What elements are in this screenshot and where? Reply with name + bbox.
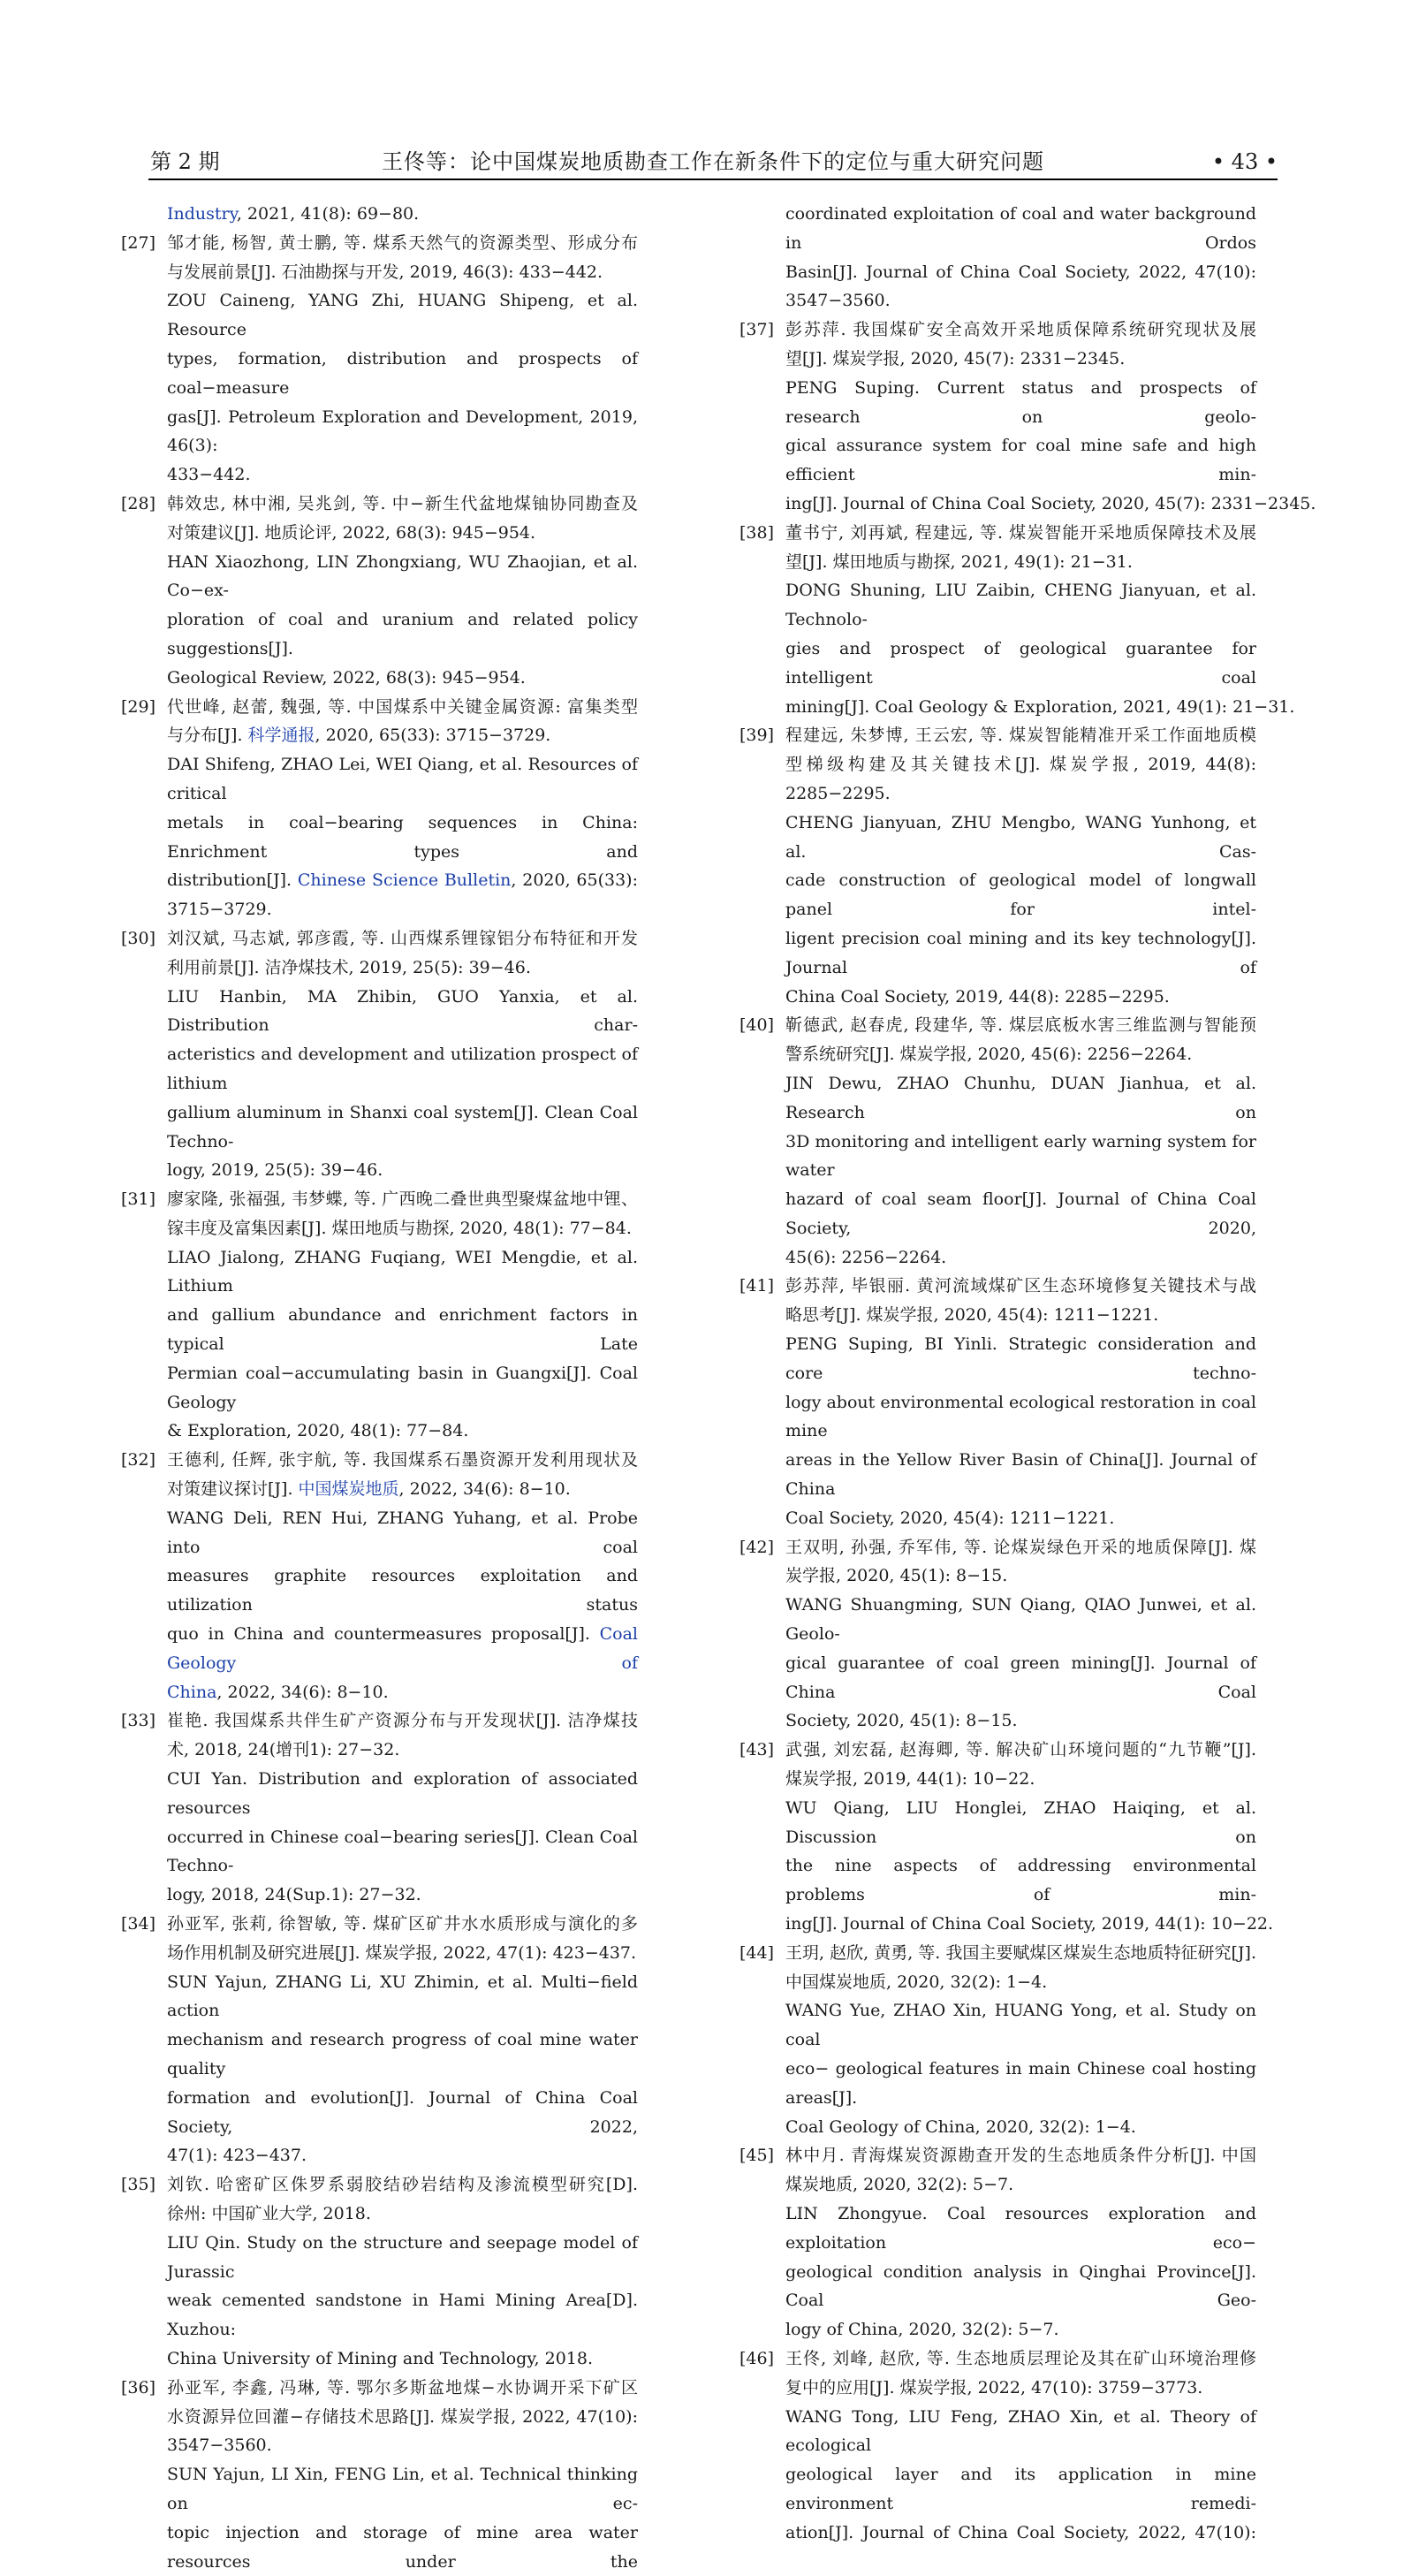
reference-entry <box>121 229 638 490</box>
reference-line: ation[J]. Journal of China Coal Society, 2022, 47(10): <box>785 2522 1256 2542</box>
reference-line: 复中的应用[J]. 煤炭学报, 2022, 47(10): 3759−3773. <box>785 2377 1203 2397</box>
reference-line: 廖家隆, 张福强, 韦梦蝶, 等. 广西晚二叠世典型聚煤盆地中锂、 <box>167 1189 638 1210</box>
left-column <box>121 200 638 2576</box>
reference-entry <box>121 693 638 924</box>
reference-line: mechanism and research progress of coal mine water quality <box>167 2030 638 2078</box>
reference-line: WANG Shuangming, SUN Qiang, QIAO Junwei, et al. Geolo- <box>785 1595 1256 1645</box>
reference-line: ing[J]. Journal of China Coal Society, 2019, 44(1): 10−22. <box>785 1914 1274 1934</box>
reference-entry <box>739 1272 1256 1532</box>
reference-line: LIAO Jialong, ZHANG Fuqiang, WEI Mengdie, et al. Lithium <box>167 1247 638 1296</box>
reference-line: 刘钦. 哈密矿区侏罗系弱胶结砂岩结构及渗流模型研究[D]. <box>167 2175 638 2195</box>
reference-number: [30] <box>121 928 156 948</box>
reference-entry <box>121 2374 638 2576</box>
reference-line: gallium aluminum in Shanxi coal system[J]. Clean Coal Techno- <box>167 1102 638 1151</box>
reference-line: 林中月. 青海煤炭资源勘查开发的生态地质条件分析[J]. 中国 <box>785 2146 1256 2166</box>
journal-link[interactable]: Coal Geology of <box>167 1624 638 1673</box>
reference-line: CUI Yan. Distribution and exploration of associated resources <box>167 1769 638 1818</box>
reference-entry <box>121 924 638 1185</box>
reference-line: acteristics and development and utilization prospect of lithium <box>167 1045 638 1093</box>
reference-entry <box>739 1939 1256 2142</box>
reference-line: 煤炭学报, 2019, 44(1): 10−22. <box>785 1769 1035 1790</box>
reference-line: 场作用机制及研究进展[J]. 煤炭学报, 2022, 47(1): 423−437. <box>167 1942 637 1963</box>
reference-number: [42] <box>739 1537 775 1557</box>
reference-line: ploration of coal and uranium and related policy suggestions[J]. <box>167 610 638 658</box>
reference-number: [46] <box>739 2348 775 2368</box>
reference-line: formation and evolution[J]. Journal of China Coal Society, 2022, <box>167 2087 638 2137</box>
reference-line: 炭学报, 2020, 45(1): 8−15. <box>785 1566 1008 1586</box>
reference-line: 水资源异位回灌−存储技术思路[J]. 煤炭学报, 2022, 47(10): <box>167 2406 638 2427</box>
reference-line: Industry, 2021, 41(8): 69−80. <box>167 204 420 224</box>
reference-number: [36] <box>121 2377 156 2397</box>
reference-number: [32] <box>121 1450 156 1470</box>
reference-line: 彭苏萍, 毕银丽. 黄河流域煤矿区生态环境修复关键技术与战 <box>785 1276 1256 1296</box>
reference-continuation <box>739 200 1256 315</box>
reference-entry <box>739 1011 1256 1272</box>
reference-entry <box>121 1910 638 2170</box>
reference-line: PENG Suping, BI Yinli. Strategic consideration and core techno- <box>785 1334 1256 1383</box>
reference-line: 3715−3729. <box>167 900 272 920</box>
reference-line: PENG Suping. Current status and prospects of research on geolo- <box>785 377 1256 427</box>
reference-entry <box>739 721 1256 1011</box>
reference-line: logy, 2019, 25(5): 39−46. <box>167 1160 383 1181</box>
reference-number: [27] <box>121 232 156 253</box>
reference-line: 3547−3560. <box>167 2435 272 2456</box>
running-header <box>148 148 1278 180</box>
reference-entry <box>121 490 638 693</box>
reference-entry <box>739 1533 1256 1736</box>
reference-line: 王双明, 孙强, 乔军伟, 等. 论煤炭绿色开采的地质保障[J]. 煤 <box>785 1537 1256 1557</box>
reference-line: SUN Yajun, LI Xin, FENG Lin, et al. Technical thinking on ec- <box>167 2465 638 2513</box>
reference-line: Society, 2020, 45(1): 8−15. <box>785 1711 1018 1731</box>
running-title: 王佟等：论中国煤炭地质勘查工作在新条件下的定位与重大研究问题 <box>382 149 1044 174</box>
reference-line: areas in the Yellow River Basin of China[J]. Journal of China <box>785 1450 1256 1500</box>
reference-line: 对策建议探讨[J]. 中国煤炭地质, 2022, 34(6): 8−10. <box>167 1479 571 1500</box>
reference-line: LIU Qin. Study on the structure and seepage model of Jurassic <box>167 2232 638 2282</box>
journal-link[interactable]: 中国煤炭地质 <box>298 1479 399 1500</box>
reference-line: 董书宁, 刘再斌, 程建远, 等. 煤炭智能开采地质保障技术及展 <box>785 522 1256 543</box>
reference-line: 邹才能, 杨智, 黄士鹏, 等. 煤系天然气的资源类型、形成分布 <box>167 232 638 253</box>
reference-line: DONG Shuning, LIU Zaibin, CHENG Jianyuan, et al. Technolo- <box>785 581 1256 630</box>
reference-line: logy of China, 2020, 32(2): 5−7. <box>785 2320 1059 2340</box>
reference-line: eco− geological features in main Chinese coal hosting areas[J]. <box>785 2059 1256 2108</box>
reference-line: hazard of coal seam floor[J]. Journal of China Coal Society, 2020, <box>785 1189 1256 1238</box>
reference-line: weak cemented sandstone in Hami Mining Area[D]. Xuzhou: <box>167 2291 638 2340</box>
reference-line: geological layer and its application in mine environment remedi- <box>785 2465 1256 2513</box>
reference-line: 3547−3560. <box>785 291 891 311</box>
reference-line: 2285−2295. <box>785 783 891 803</box>
reference-line: cade construction of geological model of longwall panel for intel- <box>785 870 1256 920</box>
reference-line: 代世峰, 赵蕾, 魏强, 等. 中国煤系中关键金属资源: 富集类型 <box>167 696 638 717</box>
reference-line: 45(6): 2256−2264. <box>785 1247 947 1267</box>
reference-line: metals in coal−bearing sequences in China: Enrichment types and <box>167 812 638 862</box>
reference-line: 王玥, 赵欣, 黄勇, 等. 我国主要赋煤区煤炭生态地质特征研究[J]. <box>785 1942 1256 1963</box>
reference-line: measures graphite resources exploitation and utilization status <box>167 1566 638 1615</box>
reference-entry <box>121 1446 638 1706</box>
reference-line: ligent precision coal mining and its key technology[J]. Journal of <box>785 928 1256 977</box>
reference-entry <box>739 2344 1256 2548</box>
reference-line: 望[J]. 煤田地质与勘探, 2021, 49(1): 21−31. <box>785 551 1133 572</box>
reference-line: China, 2022, 34(6): 8−10. <box>167 1682 389 1702</box>
reference-line: LIU Hanbin, MA Zhibin, GUO Yanxia, et al. Distribution char- <box>167 986 638 1036</box>
reference-entry <box>739 1736 1274 1939</box>
reference-number: [29] <box>121 696 156 717</box>
journal-link[interactable]: 科学通报 <box>247 726 315 746</box>
reference-number: [44] <box>739 1942 775 1963</box>
reference-line: 孙亚军, 张莉, 徐智敏, 等. 煤矿区矿井水水质形成与演化的多 <box>167 1914 638 1934</box>
reference-line: mining[J]. Coal Geology & Exploration, 2021, 49(1): 21−31. <box>785 696 1295 717</box>
reference-entry <box>121 1706 638 1910</box>
reference-line: Coal Geology of China, 2020, 32(2): 1−4. <box>785 2116 1136 2137</box>
reference-line: 与发展前景[J]. 石油勘探与开发, 2019, 46(3): 433−442. <box>167 262 603 282</box>
reference-line: & Exploration, 2020, 48(1): 77−84. <box>167 1421 469 1441</box>
journal-link[interactable]: China <box>167 1682 217 1702</box>
reference-line: gies and prospect of geological guarantee for intelligent coal <box>785 638 1256 688</box>
reference-line: WANG Deli, REN Hui, ZHANG Yuhang, et al. Probe into coal <box>167 1508 638 1557</box>
reference-line: 警系统研究[J]. 煤炭学报, 2020, 45(6): 2256−2264. <box>785 1045 1193 1065</box>
reference-line: types, formation, distribution and prospects of coal−measure <box>167 348 638 398</box>
reference-line: 王德利, 任辉, 张宇航, 等. 我国煤系石墨资源开发利用现状及 <box>167 1450 638 1470</box>
reference-line: 靳德武, 赵春虎, 段建华, 等. 煤层底板水害三维监测与智能预 <box>785 1015 1256 1036</box>
reference-line: 徐州: 中国矿业大学, 2018. <box>167 2203 371 2223</box>
reference-line: Basin[J]. Journal of China Coal Society, 2022, 47(10): <box>785 262 1256 282</box>
reference-entry <box>739 519 1295 722</box>
reference-line: the nine aspects of addressing environmental problems of min- <box>785 1856 1256 1905</box>
reference-line: 略思考[J]. 煤炭学报, 2020, 45(4): 1211−1221. <box>785 1305 1159 1326</box>
reference-line: quo in China and countermeasures proposal[J]. Coal Geology of <box>167 1624 638 1673</box>
reference-line: 中国煤炭地质, 2020, 32(2): 1−4. <box>785 1972 1048 1992</box>
reference-number: [39] <box>739 726 775 746</box>
reference-line: WANG Tong, LIU Feng, ZHAO Xin, et al. Theory of ecological <box>785 2406 1256 2456</box>
reference-line: gas[J]. Petroleum Exploration and Development, 2019, 46(3): <box>167 407 638 456</box>
reference-line: 镓丰度及富集因素[J]. 煤田地质与勘探, 2020, 48(1): 77−84. <box>167 1218 632 1238</box>
reference-line: logy, 2018, 24(Sup.1): 27−32. <box>167 1885 421 1905</box>
reference-number: [34] <box>121 1914 156 1934</box>
reference-line: gical guarantee of coal green mining[J]. Journal of China Coal <box>785 1653 1256 1702</box>
reference-line: WU Qiang, LIU Honglei, ZHAO Haiqing, et al. Discussion on <box>785 1797 1256 1847</box>
reference-continuation <box>121 200 638 229</box>
journal-link[interactable]: Industry <box>167 204 237 224</box>
reference-line: geological condition analysis in Qinghai Province[J]. Coal Geo- <box>785 2261 1256 2311</box>
reference-line: HAN Xiaozhong, LIN Zhongxiang, WU Zhaojian, et al. Co−ex- <box>167 551 638 601</box>
reference-line: 望[J]. 煤炭学报, 2020, 45(7): 2331−2345. <box>785 348 1126 369</box>
reference-line: 术, 2018, 24(增刊1): 27−32. <box>167 1740 400 1760</box>
reference-line: 王佟, 刘峰, 赵欣, 等. 生态地质层理论及其在矿山环境治理修 <box>785 2348 1256 2368</box>
journal-link[interactable]: Chinese Science Bulletin <box>297 870 512 891</box>
reference-line: Permian coal−accumulating basin in Guangxi[J]. Coal Geology <box>167 1363 638 1412</box>
reference-line: 孙亚军, 李鑫, 冯琳, 等. 鄂尔多斯盆地煤−水协调开采下矿区 <box>167 2377 638 2397</box>
reference-line: 刘汉斌, 马志斌, 郭彦霞, 等. 山西煤系锂镓铝分布特征和开发 <box>167 928 638 948</box>
issue-number: 第 2 期 <box>150 149 220 174</box>
reference-number: [35] <box>121 2175 156 2195</box>
reference-line: 煤炭地质, 2020, 32(2): 5−7. <box>785 2175 1014 2195</box>
reference-line: 对策建议[J]. 地质论评, 2022, 68(3): 945−954. <box>167 522 536 543</box>
reference-entry <box>739 2141 1256 2344</box>
reference-number: [28] <box>121 493 156 513</box>
reference-line: 崔艳. 我国煤系共伴生矿产资源分布与开发现状[J]. 洁净煤技 <box>167 1711 638 1731</box>
reference-number: [41] <box>739 1276 775 1296</box>
reference-line: 程建远, 朱梦博, 王云宏, 等. 煤炭智能精准开采工作面地质模 <box>785 726 1256 746</box>
reference-line: topic injection and storage of mine area water resources under the <box>167 2522 638 2572</box>
reference-number: [40] <box>739 1015 775 1036</box>
reference-line: 彭苏萍. 我国煤矿安全高效开采地质保障系统研究现状及展 <box>785 320 1256 340</box>
reference-line: 47(1): 423−437. <box>167 2146 307 2166</box>
reference-line: ZOU Caineng, YANG Zhi, HUANG Shipeng, et al. Resource <box>167 291 638 340</box>
reference-line: gical assurance system for coal mine safe and high efficient min- <box>785 436 1256 485</box>
reference-line: SUN Yajun, ZHANG Li, XU Zhimin, et al. Multi−field action <box>167 1972 638 2021</box>
reference-entry <box>739 315 1316 519</box>
reference-line: logy about environmental ecological restoration in coal mine <box>785 1392 1256 1441</box>
reference-number: [38] <box>739 522 775 543</box>
reference-number: [31] <box>121 1189 156 1210</box>
reference-line: 型梯级构建及其关键技术[J]. 煤炭学报, 2019, 44(8): <box>785 755 1256 775</box>
reference-line: Geological Review, 2022, 68(3): 945−954. <box>167 667 526 688</box>
page-number: • 43 • <box>1211 149 1278 174</box>
reference-entry <box>121 2170 638 2374</box>
reference-line: coordinated exploitation of coal and water background in Ordos <box>785 204 1256 253</box>
reference-line: occurred in Chinese coal−bearing series[J]. Clean Coal Techno- <box>167 1827 638 1876</box>
reference-line: 433−442. <box>167 465 251 485</box>
reference-line: China University of Mining and Technology, 2018. <box>167 2348 593 2368</box>
reference-line: 韩效忠, 林中湘, 吴兆剑, 等. 中−新生代盆地煤铀协同勘查及 <box>167 493 638 513</box>
reference-entry <box>121 1185 638 1446</box>
reference-line: distribution[J]. Chinese Science Bulletin, 2020, 65(33): <box>167 870 638 891</box>
reference-number: [33] <box>121 1711 156 1731</box>
reference-number: [45] <box>739 2146 775 2166</box>
reference-line: 武强, 刘宏磊, 赵海卿, 等. 解决矿山环境问题的“九节鞭”[J]. <box>785 1740 1256 1760</box>
reference-line: 利用前景[J]. 洁净煤技术, 2019, 25(5): 39−46. <box>167 957 531 977</box>
reference-line: WANG Yue, ZHAO Xin, HUANG Yong, et al. Study on coal <box>785 2001 1256 2050</box>
reference-line: CHENG Jianyuan, ZHU Mengbo, WANG Yunhong, et al. Cas- <box>785 812 1256 862</box>
reference-line: 与分布[J]. 科学通报, 2020, 65(33): 3715−3729. <box>167 726 551 746</box>
reference-number: [37] <box>739 320 775 340</box>
reference-number: [43] <box>739 1740 775 1760</box>
right-column <box>739 200 1316 2548</box>
reference-line: and gallium abundance and enrichment factors in typical Late <box>167 1305 638 1355</box>
reference-line: DAI Shifeng, ZHAO Lei, WEI Qiang, et al. Resources of critical <box>167 755 638 803</box>
reference-line: China Coal Society, 2019, 44(8): 2285−2295. <box>785 986 1170 1007</box>
reference-line: Coal Society, 2020, 45(4): 1211−1221. <box>785 1508 1115 1528</box>
reference-line: 3D monitoring and intelligent early warning system for water <box>785 1131 1256 1181</box>
reference-line: JIN Dewu, ZHAO Chunhu, DUAN Jianhua, et al. Research on <box>785 1073 1256 1122</box>
reference-line: LIN Zhongyue. Coal resources exploration and exploitation eco− <box>785 2203 1256 2253</box>
reference-line: ing[J]. Journal of China Coal Society, 2020, 45(7): 2331−2345. <box>785 493 1316 513</box>
